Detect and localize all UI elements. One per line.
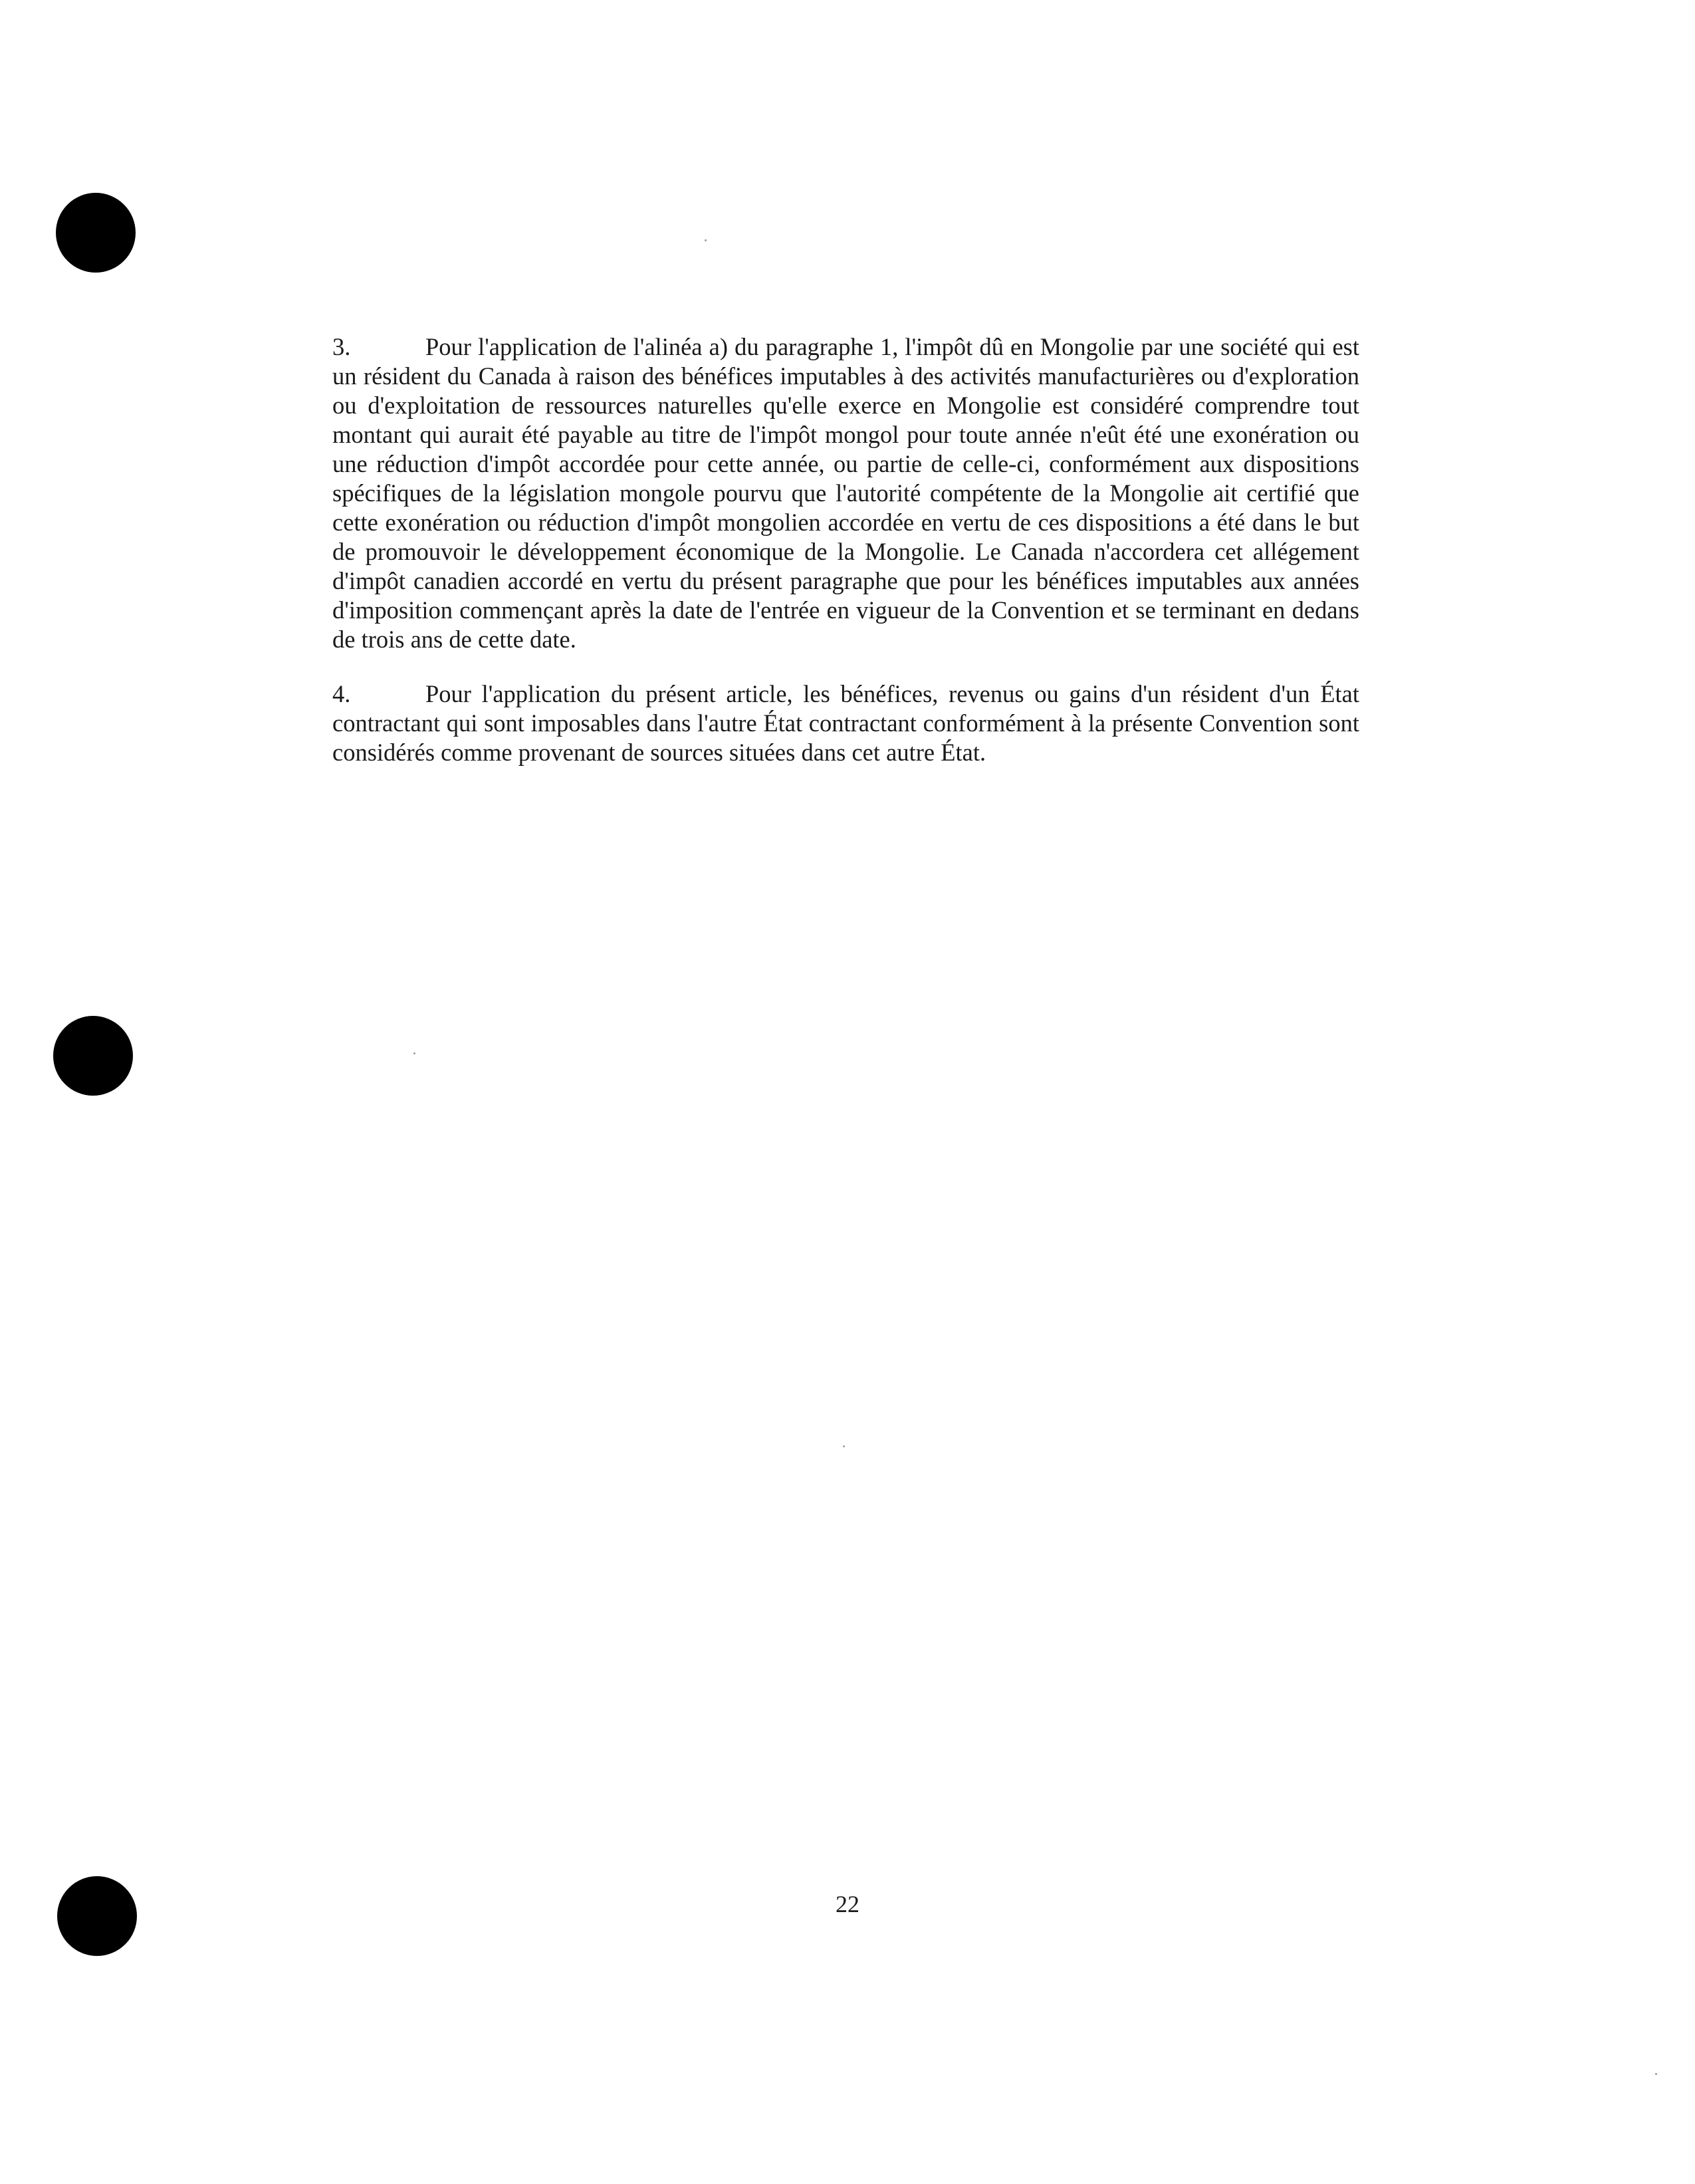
paragraph-3 [332,332,1359,654]
punch-hole [56,193,136,273]
page-number: 22 [836,1891,859,1917]
document-body [332,332,1359,792]
scan-speck [843,1445,845,1447]
scan-speck [1655,2073,1657,2075]
punch-hole [53,1016,133,1096]
paragraph-text: Pour l'application de l'alinéa a) du paragraphe 1, l'impôt dû en Mongolie par une société qui est un résident du Canada à raison des bénéfices imputables à des activités manufacturières ou d'exploration ou d'exploitation de ressources naturelles qu'elle exerce en Mongolie est considéré comprendre tout montant qui aurait été payable au titre de l'impôt mongol pour toute année n'eût été une exonération ou une réduction d'impôt accordée pour cette année, ou partie de celle-ci, conformément aux dispositions spécifiques de la législation mongole pourvu que l'autorité compétente de la Mongolie ait certifié que cette exonération ou réduction d'impôt mongolien accordée en vertu de ces dispositions a été dans le but de promouvoir le développement économique de la Mongolie. Le Canada n'accordera cet allégement d'impôt canadien accordé en vertu du présent paragraphe que pour les bénéfices imputables aux années d'imposition commençant après la date de l'entrée en vigueur de la Convention et se terminant en dedans de trois ans de cette date. [332,333,1359,653]
paragraph-number: 3. [332,333,351,360]
paragraph-number: 4. [332,680,351,707]
scan-speck [413,1052,415,1054]
paragraph-4 [332,679,1359,767]
scan-speck [705,239,707,241]
paragraph-text: Pour l'application du présent article, les bénéfices, revenus ou gains d'un résident d'un État contractant qui sont imposables dans l'autre État contractant conformément à la présente Convention sont considérés comme provenant de sources situées dans cet autre État. [332,680,1359,766]
